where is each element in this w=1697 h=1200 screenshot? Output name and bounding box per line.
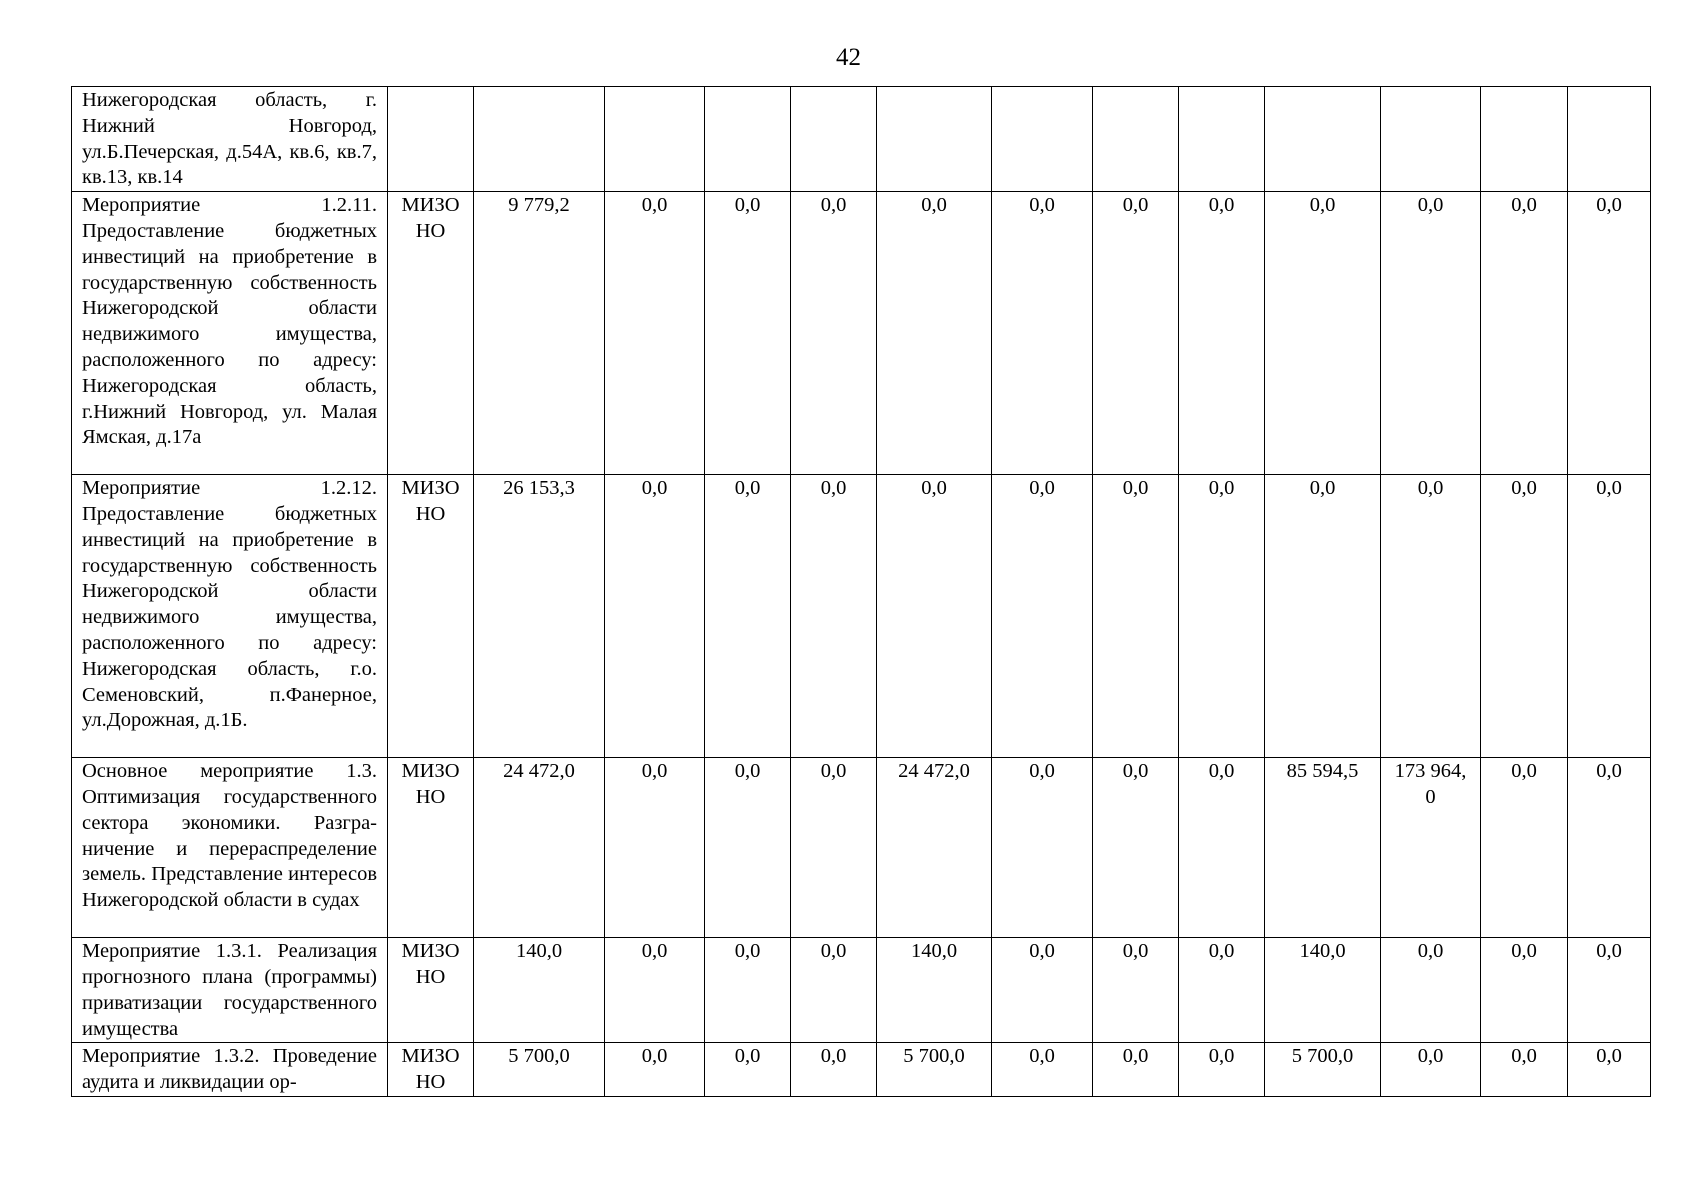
value-cell: 0,0 (791, 1043, 877, 1097)
value-cell: 0,0 (1093, 475, 1179, 758)
value-cell: 0,0 (1179, 475, 1265, 758)
value-cell: 0,0 (1265, 192, 1381, 475)
executor-cell: МИЗО НО (388, 1043, 474, 1097)
value-cell: 0,0 (1179, 758, 1265, 938)
value-cell: 0,0 (1093, 758, 1179, 938)
value-cell (605, 87, 705, 192)
value-cell: 0,0 (791, 192, 877, 475)
value-cell: 0,0 (705, 1043, 791, 1097)
value-cell: 0,0 (1568, 475, 1651, 758)
value-cell: 5 700,0 (877, 1043, 992, 1097)
value-cell: 0,0 (605, 475, 705, 758)
table-row (72, 1043, 1651, 1097)
value-cell: 0,0 (1481, 758, 1568, 938)
value-cell: 0,0 (1568, 192, 1651, 475)
table-row (72, 475, 1651, 758)
activity-description-cell: Нижегородская область, г. Нижний Новгород, ул.Б.Печерская, д.54А, кв.6, кв.7, кв.13, кв.14 (72, 87, 388, 192)
value-cell: 0,0 (877, 192, 992, 475)
table-row (72, 938, 1651, 1043)
page-number: 42 (836, 44, 861, 71)
value-cell: 0,0 (1568, 1043, 1651, 1097)
table-row (72, 87, 1651, 192)
value-cell: 140,0 (474, 938, 605, 1043)
value-cell: 0,0 (1381, 938, 1481, 1043)
value-cell: 24 472,0 (474, 758, 605, 938)
value-cell (474, 87, 605, 192)
value-cell: 0,0 (791, 758, 877, 938)
activity-description-cell: Основное мероприятие 1.3. Оптимизация государственного сектора экономики. Разграничение и перераспределение земель. Представление интересов Нижегородской области в судах (72, 758, 388, 938)
value-cell: 0,0 (1265, 475, 1381, 758)
executor-cell: МИЗО НО (388, 475, 474, 758)
value-cell: 5 700,0 (474, 1043, 605, 1097)
value-cell (1568, 87, 1651, 192)
value-cell: 0,0 (705, 192, 791, 475)
value-cell: 0,0 (1481, 1043, 1568, 1097)
value-cell: 0,0 (1179, 938, 1265, 1043)
value-cell (705, 87, 791, 192)
value-cell: 0,0 (1481, 475, 1568, 758)
value-cell: 0,0 (877, 475, 992, 758)
value-cell: 0,0 (1179, 192, 1265, 475)
value-cell: 0,0 (791, 938, 877, 1043)
table-body (72, 87, 1651, 1097)
value-cell (1179, 87, 1265, 192)
activity-description-cell: Мероприятие 1.2.11. Предоставление бюджетных инвестиций на приобретение в государственную собственность Нижегородской области недвижимого имущества, расположенного по адресу: Нижегородская область, г.Нижний Новгород, ул. Малая Ямская, д.17а (72, 192, 388, 475)
value-cell: 0,0 (1481, 938, 1568, 1043)
value-cell: 0,0 (605, 192, 705, 475)
value-cell (1265, 87, 1381, 192)
value-cell: 26 153,3 (474, 475, 605, 758)
value-cell: 0,0 (1568, 938, 1651, 1043)
value-cell: 0,0 (605, 758, 705, 938)
value-cell (877, 87, 992, 192)
budget-table (71, 86, 1651, 1097)
table-row (72, 758, 1651, 938)
executor-cell (388, 87, 474, 192)
value-cell: 0,0 (1481, 192, 1568, 475)
value-cell: 0,0 (705, 758, 791, 938)
activity-description-cell: Мероприятие 1.2.12. Предоставление бюджетных инвестиций на приобретение в государственную собственность Нижегородской области недвижимого имущества, расположенного по адресу: Нижегородская область, г.о. Семеновский, п.Фанерное, ул.Дорожная, д.1Б. (72, 475, 388, 758)
value-cell (1381, 87, 1481, 192)
value-cell (1481, 87, 1568, 192)
value-cell: 0,0 (1568, 758, 1651, 938)
value-cell: 0,0 (1093, 192, 1179, 475)
value-cell: 5 700,0 (1265, 1043, 1381, 1097)
table-row (72, 192, 1651, 475)
value-cell (992, 87, 1093, 192)
value-cell: 24 472,0 (877, 758, 992, 938)
activity-description-cell: Мероприятие 1.3.1. Реализация прогнозного плана (программы) приватизации государственного имущества (72, 938, 388, 1043)
value-cell: 0,0 (992, 1043, 1093, 1097)
value-cell: 0,0 (1381, 475, 1481, 758)
executor-cell: МИЗО НО (388, 758, 474, 938)
value-cell: 0,0 (1381, 192, 1481, 475)
value-cell: 140,0 (1265, 938, 1381, 1043)
value-cell: 173 964, 0 (1381, 758, 1481, 938)
value-cell: 0,0 (605, 938, 705, 1043)
value-cell: 0,0 (705, 475, 791, 758)
value-cell: 140,0 (877, 938, 992, 1043)
value-cell: 0,0 (705, 938, 791, 1043)
value-cell: 0,0 (992, 938, 1093, 1043)
value-cell: 0,0 (1093, 938, 1179, 1043)
value-cell (791, 87, 877, 192)
value-cell: 0,0 (992, 192, 1093, 475)
value-cell: 0,0 (605, 1043, 705, 1097)
value-cell: 0,0 (1381, 1043, 1481, 1097)
value-cell (1093, 87, 1179, 192)
activity-description-cell: Мероприятие 1.3.2. Проведение аудита и ликвидации ор- (72, 1043, 388, 1097)
value-cell: 0,0 (1179, 1043, 1265, 1097)
value-cell: 0,0 (992, 758, 1093, 938)
value-cell: 0,0 (992, 475, 1093, 758)
value-cell: 85 594,5 (1265, 758, 1381, 938)
executor-cell: МИЗО НО (388, 938, 474, 1043)
value-cell: 0,0 (791, 475, 877, 758)
value-cell: 9 779,2 (474, 192, 605, 475)
executor-cell: МИЗО НО (388, 192, 474, 475)
value-cell: 0,0 (1093, 1043, 1179, 1097)
